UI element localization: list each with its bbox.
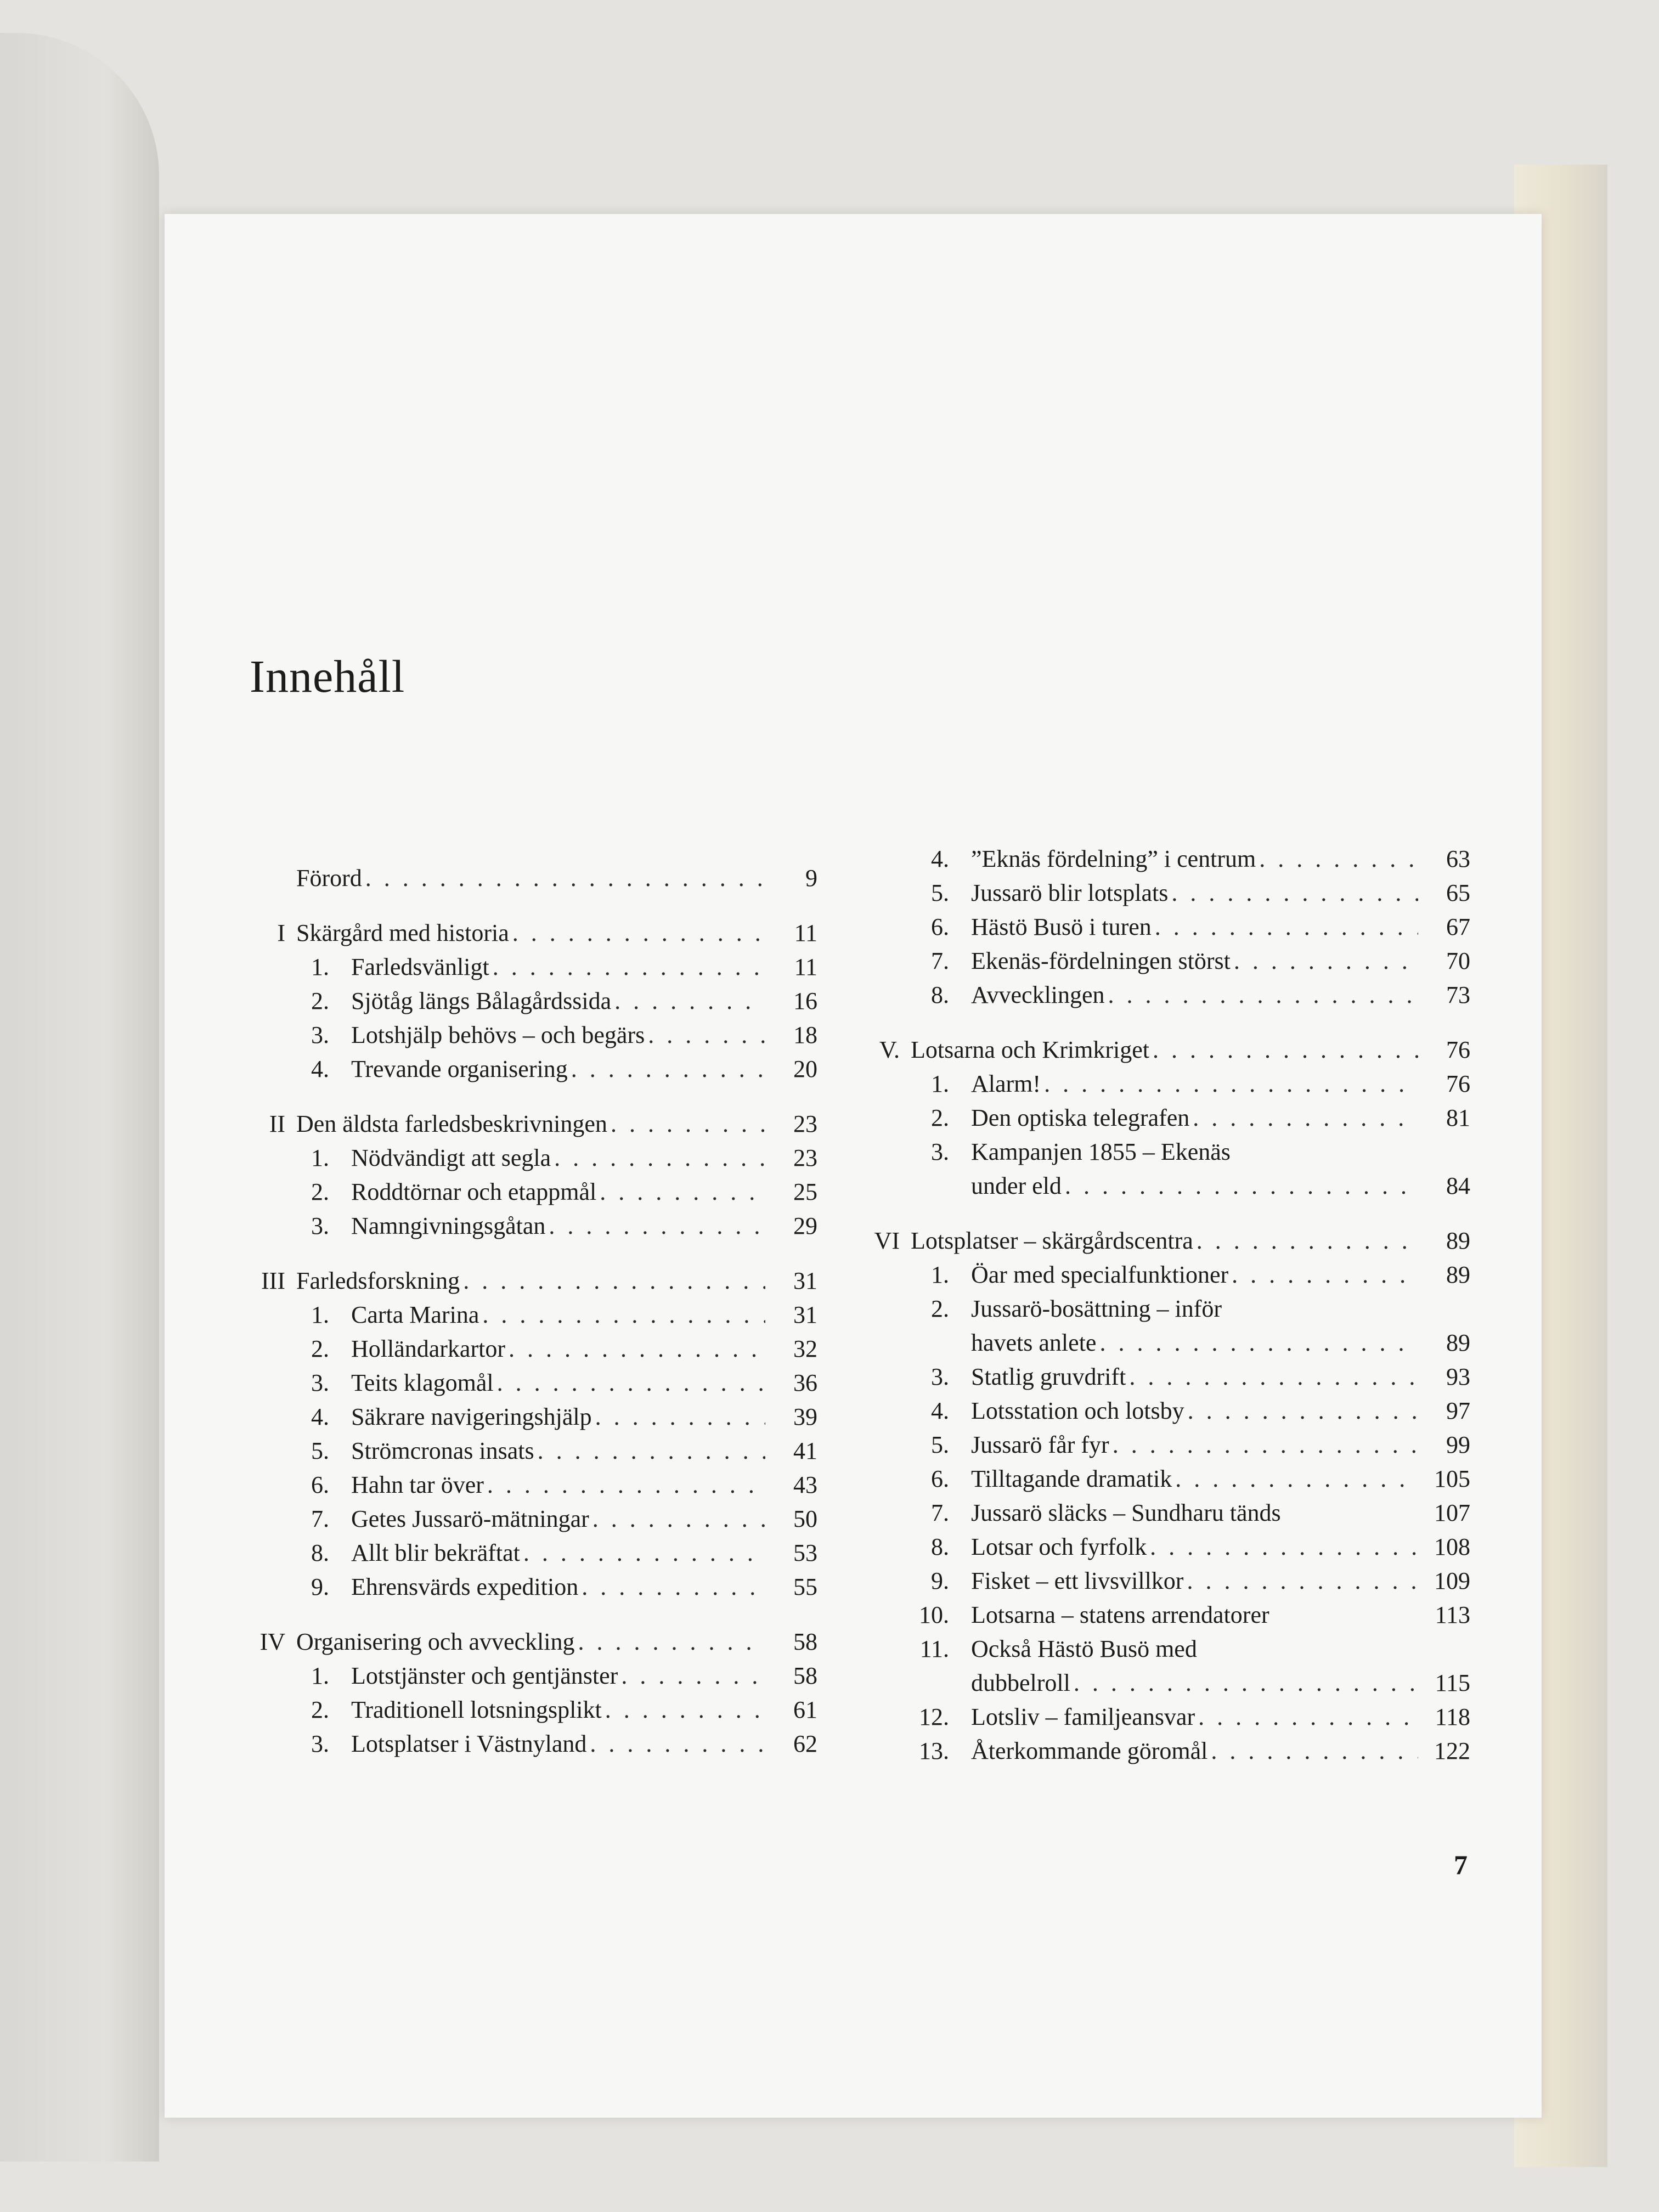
toc-leader-dots — [1228, 1258, 1418, 1292]
toc-leader-dots — [509, 916, 765, 950]
toc-entry — [241, 1625, 817, 1659]
toc-entry — [241, 916, 817, 950]
toc-entry-number: 8. — [931, 1533, 949, 1560]
toc-entry-page: 107 — [1434, 1499, 1470, 1526]
toc-entry-number: 5. — [931, 879, 949, 906]
toc-entry — [241, 1536, 817, 1570]
toc-entry-page: 23 — [793, 1110, 817, 1137]
toc-leader-dots — [1126, 1360, 1418, 1394]
toc-entry — [241, 1175, 817, 1209]
toc-entry-label: Jussarö får fyr — [971, 1431, 1109, 1458]
toc-entry-label: Den optiska telegrafen — [971, 1104, 1190, 1131]
toc-entry — [241, 1570, 817, 1604]
toc-entry — [241, 1107, 817, 1141]
toc-leader-dots — [494, 1366, 765, 1400]
toc-entry-label: Tilltagande dramatik — [971, 1465, 1172, 1492]
toc-entry-label: Farledsvänligt — [351, 953, 489, 980]
toc-column-right — [867, 842, 1470, 1768]
toc-entry-number: 2. — [311, 1178, 329, 1205]
toc-entry-number: 4. — [931, 1397, 949, 1424]
toc-entry-number: VI — [874, 1227, 900, 1254]
toc-entry-number: 1. — [311, 1301, 329, 1328]
toc-leader-dots — [1062, 1169, 1418, 1203]
toc-entry-label: Statlig gruvdrift — [971, 1363, 1126, 1390]
toc-leader-dots — [592, 1400, 765, 1434]
toc-entry-number: 6. — [311, 1471, 329, 1498]
toc-entry-number: III — [261, 1267, 285, 1294]
toc-entry-page: 70 — [1446, 947, 1470, 974]
toc-entry — [867, 1734, 1470, 1768]
toc-entry-label: Skärgård med historia — [296, 919, 509, 946]
toc-entry-number: 11. — [919, 1635, 949, 1662]
toc-leader-dots — [551, 1141, 765, 1175]
toc-entry-label: Jussarö-bosättning – inför — [971, 1295, 1222, 1322]
toc-entry — [867, 1632, 1470, 1666]
toc-entry-page: 84 — [1446, 1172, 1470, 1199]
toc-entry-label: Trevande organisering — [351, 1056, 568, 1082]
toc-entry-label: Förord — [296, 865, 362, 891]
toc-entry — [867, 978, 1470, 1012]
toc-entry-page: 115 — [1435, 1669, 1470, 1696]
toc-entry-label: Ehrensvärds expedition — [351, 1573, 579, 1600]
toc-entry-page: 89 — [1446, 1227, 1470, 1254]
toc-entry-page: 67 — [1446, 913, 1470, 940]
toc-entry — [867, 1428, 1470, 1462]
toc-entry-label: Roddtörnar och etappmål — [351, 1178, 597, 1205]
toc-entry-page: 113 — [1435, 1601, 1470, 1628]
toc-entry-number: 12. — [919, 1703, 949, 1730]
toc-entry — [867, 1292, 1470, 1326]
toc-entry-page: 23 — [793, 1144, 817, 1171]
toc-entry-page: 62 — [793, 1730, 817, 1757]
toc-leader-dots — [1147, 1530, 1418, 1564]
toc-entry-label: Lotsarna – statens arrendatorer — [971, 1601, 1269, 1628]
toc-entry-page: 93 — [1446, 1363, 1470, 1390]
toc-entry — [867, 1496, 1470, 1530]
toc-entry-page: 43 — [793, 1471, 817, 1498]
toc-entry-page: 108 — [1434, 1533, 1470, 1560]
toc-leader-dots — [645, 1018, 765, 1052]
toc-entry-label: Lotsliv – familjeansvar — [971, 1703, 1195, 1730]
toc-entry-page: 63 — [1446, 845, 1470, 872]
toc-entry-label: Jussarö släcks – Sundharu tänds — [971, 1499, 1281, 1526]
toc-entry-label: Öar med specialfunktioner — [971, 1261, 1229, 1288]
toc-entry — [867, 1394, 1470, 1428]
toc-entry — [867, 1530, 1470, 1564]
toc-leader-dots — [534, 1434, 765, 1468]
toc-entry-label: Farledsforskning — [296, 1267, 460, 1294]
toc-entry-number: 10. — [919, 1601, 949, 1628]
toc-entry — [241, 1434, 817, 1468]
toc-entry — [241, 1727, 817, 1761]
toc-leader-dots — [602, 1693, 765, 1727]
toc-entry-number: 3. — [311, 1212, 329, 1239]
toc-entry-number: 2. — [311, 1696, 329, 1723]
toc-leader-dots — [618, 1659, 765, 1693]
toc-entry-number: 3. — [311, 1022, 329, 1048]
toc-entry-number: 7. — [931, 947, 949, 974]
toc-entry-number: I — [277, 919, 285, 946]
toc-leader-dots — [362, 861, 765, 895]
toc-entry — [867, 1462, 1470, 1496]
toc-leader-dots — [1207, 1734, 1418, 1768]
toc-entry — [241, 1400, 817, 1434]
toc-entry-number: 5. — [931, 1431, 949, 1458]
toc-entry-page: 55 — [793, 1573, 817, 1600]
toc-entry — [867, 1598, 1470, 1632]
toc-entry — [867, 842, 1470, 876]
toc-entry-page: 118 — [1435, 1703, 1470, 1730]
toc-entry-number: 2. — [311, 1335, 329, 1362]
toc-leader-dots — [1183, 1564, 1418, 1598]
toc-entry — [867, 1224, 1470, 1258]
toc-entry-number: 2. — [931, 1104, 949, 1131]
toc-entry — [241, 1264, 817, 1298]
toc-entry-page: 76 — [1446, 1070, 1470, 1097]
toc-entry — [867, 876, 1470, 910]
toc-entry-label: Den äldsta farledsbeskrivningen — [296, 1110, 607, 1137]
toc-entry — [241, 1052, 817, 1086]
toc-entry-page: 9 — [805, 865, 817, 891]
toc-entry-label: Lotsplatser – skärgårdscentra — [911, 1227, 1193, 1254]
toc-entry-label: ”Eknäs fördelning” i centrum — [971, 845, 1256, 872]
toc-entry-page: 31 — [793, 1301, 817, 1328]
toc-entry — [867, 1360, 1470, 1394]
toc-entry-label: Hahn tar över — [351, 1471, 484, 1498]
toc-entry — [241, 1468, 817, 1502]
toc-entry-label: Ekenäs-fördelningen störst — [971, 947, 1231, 974]
toc-entry-number: 2. — [311, 988, 329, 1014]
toc-entry-page: 81 — [1446, 1104, 1470, 1131]
toc-leader-dots — [1231, 944, 1418, 978]
toc-entry — [241, 1298, 817, 1332]
toc-leader-dots — [1184, 1394, 1418, 1428]
toc-entry-page: 97 — [1446, 1397, 1470, 1424]
toc-entry-page: 41 — [793, 1437, 817, 1464]
toc-entry — [867, 1564, 1470, 1598]
toc-entry — [867, 1101, 1470, 1135]
toc-entry-label: Jussarö blir lotsplats — [971, 879, 1169, 906]
toc-entry-number: 1. — [931, 1070, 949, 1097]
toc-leader-dots — [484, 1468, 765, 1502]
toc-leader-dots — [505, 1332, 765, 1366]
toc-entry-page: 73 — [1446, 981, 1470, 1008]
toc-entry-page: 11 — [794, 953, 817, 980]
toc-entry — [867, 1666, 1470, 1700]
toc-entry-page: 89 — [1446, 1329, 1470, 1356]
toc-entry — [867, 910, 1470, 944]
toc-entry-number: 4. — [311, 1056, 329, 1082]
toc-entry-number: 6. — [931, 913, 949, 940]
toc-entry-page: 31 — [793, 1267, 817, 1294]
toc-entry-label: havets anlete — [971, 1329, 1097, 1356]
toc-entry-label: Avvecklingen — [971, 981, 1105, 1008]
toc-entry-label: Organisering och avveckling — [296, 1628, 575, 1655]
toc-entry-number: 9. — [311, 1573, 329, 1600]
toc-entry-number: 7. — [931, 1499, 949, 1526]
toc-entry — [241, 950, 817, 984]
toc-leader-dots — [1109, 1428, 1418, 1462]
toc-entry-page: 32 — [793, 1335, 817, 1362]
toc-leader-dots — [589, 1502, 765, 1536]
toc-leader-dots — [1096, 1326, 1418, 1360]
toc-leader-dots — [1172, 1462, 1418, 1496]
toc-entry-page: 89 — [1446, 1261, 1470, 1288]
toc-leader-dots — [545, 1209, 765, 1243]
toc-entry-page: 39 — [793, 1403, 817, 1430]
toc-entry-number: 8. — [311, 1539, 329, 1566]
toc-leader-dots — [1070, 1666, 1418, 1700]
toc-entry-label: Getes Jussarö-mätningar — [351, 1505, 589, 1532]
toc-leader-dots — [1168, 876, 1418, 910]
toc-entry-label: Säkrare navigeringshjälp — [351, 1403, 592, 1430]
facing-page-edge — [0, 33, 159, 2162]
toc-entry-page: 11 — [794, 919, 817, 946]
toc-entry — [241, 1209, 817, 1243]
toc-entry-page: 20 — [793, 1056, 817, 1082]
toc-entry-page: 105 — [1434, 1465, 1470, 1492]
toc-entry-label: Alarm! — [971, 1070, 1041, 1097]
toc-entry-label: Kampanjen 1855 – Ekenäs — [971, 1138, 1231, 1165]
toc-entry-number: 5. — [311, 1437, 329, 1464]
page-title: Innehåll — [250, 651, 405, 702]
toc-entry — [241, 1018, 817, 1052]
toc-entry-label: Teits klagomål — [351, 1369, 494, 1396]
toc-entry-page: 61 — [793, 1696, 817, 1723]
toc-entry-label: Lotsplatser i Västnyland — [351, 1730, 587, 1757]
toc-entry-number: 1. — [311, 953, 329, 980]
toc-entry-page: 50 — [793, 1505, 817, 1532]
toc-entry-label: Återkommande göromål — [971, 1737, 1208, 1764]
toc-entry-number: 3. — [931, 1138, 949, 1165]
toc-entry — [241, 1659, 817, 1693]
toc-entry — [867, 1258, 1470, 1292]
toc-leader-dots — [574, 1625, 765, 1659]
toc-entry-number: IV — [259, 1628, 285, 1655]
toc-entry-label: dubbelroll — [971, 1669, 1070, 1696]
toc-entry-label: under eld — [971, 1172, 1062, 1199]
toc-leader-dots — [1189, 1101, 1418, 1135]
toc-entry-number: 8. — [931, 981, 949, 1008]
toc-leader-dots — [1256, 842, 1418, 876]
toc-entry-number: 13. — [919, 1737, 949, 1764]
toc-entry-number: 6. — [931, 1465, 949, 1492]
toc-entry-label: Holländarkartor — [351, 1335, 505, 1362]
toc-entry-page: 16 — [793, 988, 817, 1014]
toc-entry-number: 4. — [311, 1403, 329, 1430]
toc-entry-label: Lotsstation och lotsby — [971, 1397, 1184, 1424]
toc-entry-number: 7. — [311, 1505, 329, 1532]
toc-leader-dots — [1105, 978, 1418, 1012]
toc-entry — [867, 1067, 1470, 1101]
toc-leader-dots — [489, 950, 765, 984]
toc-entry-page: 53 — [793, 1539, 817, 1566]
toc-entry-label: Allt blir bekräftat — [351, 1539, 520, 1566]
toc-entry-label: Namngivningsgåtan — [351, 1212, 546, 1239]
toc-entry-page: 29 — [793, 1212, 817, 1239]
toc-leader-dots — [611, 984, 765, 1018]
toc-entry-label: Traditionell lotsningsplikt — [351, 1696, 602, 1723]
toc-leader-dots — [607, 1107, 765, 1141]
toc-entry-page: 65 — [1446, 879, 1470, 906]
toc-entry-page: 99 — [1446, 1431, 1470, 1458]
toc-entry-label: Lotsar och fyrfolk — [971, 1533, 1147, 1560]
toc-entry-label: Nödvändigt att segla — [351, 1144, 551, 1171]
toc-entry — [241, 1693, 817, 1727]
toc-leader-dots — [596, 1175, 765, 1209]
toc-entry-label: Hästö Busö i turen — [971, 913, 1152, 940]
toc-entry — [241, 861, 817, 895]
toc-entry-page: 18 — [793, 1022, 817, 1048]
toc-entry-label: Lotshjälp behövs – och begärs — [351, 1022, 645, 1048]
toc-entry-label: Också Hästö Busö med — [971, 1635, 1197, 1662]
toc-entry-number: 3. — [311, 1369, 329, 1396]
toc-entry-label: Strömcronas insats — [351, 1437, 534, 1464]
toc-entry-number: II — [269, 1110, 285, 1137]
toc-entry-number: 3. — [931, 1363, 949, 1390]
toc-leader-dots — [1152, 910, 1418, 944]
toc-entry — [241, 984, 817, 1018]
toc-entry-label: Lotstjänster och gentjänster — [351, 1662, 618, 1689]
toc-entry — [867, 1169, 1470, 1203]
toc-entry-number: V. — [879, 1036, 900, 1063]
toc-entry-label: Lotsarna och Krimkriget — [911, 1036, 1149, 1063]
toc-entry-number: 3. — [311, 1730, 329, 1757]
toc-entry-page: 122 — [1434, 1737, 1470, 1764]
toc-entry-page: 58 — [793, 1662, 817, 1689]
toc-leader-dots — [568, 1052, 765, 1086]
toc-leader-dots — [586, 1727, 765, 1761]
toc-leader-dots — [1193, 1224, 1418, 1258]
toc-leader-dots — [460, 1264, 765, 1298]
toc-entry — [867, 1326, 1470, 1360]
toc-column-left — [241, 861, 817, 1761]
toc-entry-number: 4. — [931, 845, 949, 872]
toc-entry-page: 76 — [1446, 1036, 1470, 1063]
toc-entry-page: 109 — [1434, 1567, 1470, 1594]
toc-entry-number: 9. — [931, 1567, 949, 1594]
toc-entry-label: Sjötåg längs Bålagårdssida — [351, 988, 612, 1014]
toc-leader-dots — [479, 1298, 765, 1332]
toc-entry — [241, 1366, 817, 1400]
toc-entry-page: 58 — [793, 1628, 817, 1655]
toc-entry-page: 36 — [793, 1369, 817, 1396]
toc-entry — [241, 1141, 817, 1175]
toc-entry-number: 1. — [311, 1662, 329, 1689]
toc-entry — [867, 1700, 1470, 1734]
toc-entry — [867, 1135, 1470, 1169]
toc-entry-label: Fisket – ett livsvillkor — [971, 1567, 1184, 1594]
toc-entry-page: 25 — [793, 1178, 817, 1205]
toc-entry-number: 1. — [931, 1261, 949, 1288]
toc-entry-number: 2. — [931, 1295, 949, 1322]
toc-entry — [241, 1332, 817, 1366]
toc-entry — [867, 944, 1470, 978]
toc-leader-dots — [578, 1570, 765, 1604]
toc-entry — [867, 1033, 1470, 1067]
toc-leader-dots — [1195, 1700, 1418, 1734]
toc-entry-number: 1. — [311, 1144, 329, 1171]
page-number: 7 — [1454, 1849, 1468, 1880]
toc-entry — [241, 1502, 817, 1536]
toc-leader-dots — [520, 1536, 765, 1570]
toc-entry-label: Carta Marina — [351, 1301, 479, 1328]
toc-leader-dots — [1041, 1067, 1418, 1101]
toc-leader-dots — [1149, 1033, 1418, 1067]
